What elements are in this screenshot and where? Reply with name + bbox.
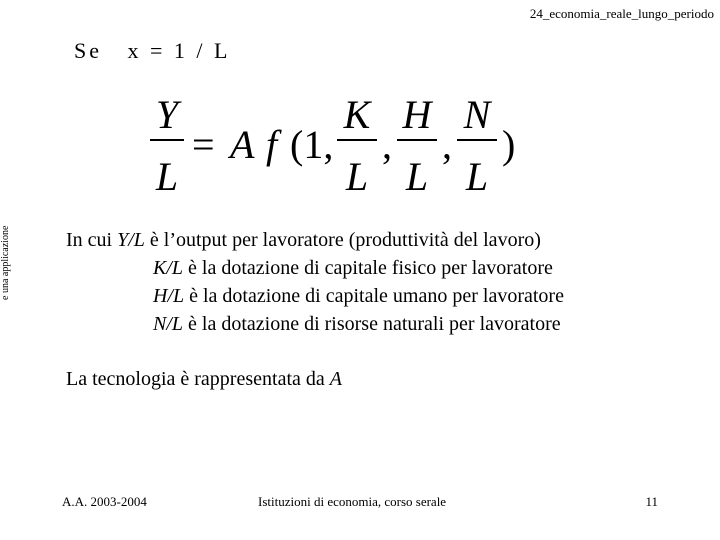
- formula-lhs-denominator: L: [155, 154, 179, 199]
- slide-heading: Se x = 1 / L: [74, 38, 231, 63]
- definitions-block: [66, 226, 564, 338]
- formula-h-denominator: L: [405, 154, 429, 199]
- definition-variable: Y/L: [117, 229, 145, 251]
- formula-h-numerator: H: [402, 92, 432, 137]
- definition-text: è l’output per lavoratore (produttività del lavoro): [144, 229, 541, 251]
- definition-line: [66, 310, 564, 338]
- definition-text: è la dotazione di capitale umano per lavoratore: [184, 285, 564, 307]
- definition-line: [66, 254, 564, 282]
- footer-academic-year: A.A. 2003-2004: [62, 494, 147, 509]
- formula-comma-2: ,: [442, 122, 452, 167]
- definition-text: è la dotazione di risorse naturali per lavoratore: [183, 313, 561, 335]
- formula-k-numerator: K: [343, 92, 371, 137]
- formula-function: f: [266, 122, 278, 167]
- formula-n-denominator: L: [465, 154, 489, 199]
- definition-text: è la dotazione di capitale fisico per lavoratore: [183, 257, 553, 279]
- formula-open: (1,: [290, 122, 334, 167]
- formula-comma-1: ,: [382, 122, 392, 167]
- definition-variable: H/L: [153, 285, 185, 307]
- formula-equals: =: [192, 122, 215, 167]
- technology-variable: A: [329, 368, 342, 390]
- technology-line: [66, 368, 342, 391]
- footer-page-number: 11: [645, 494, 658, 509]
- definition-prefix: In cui: [66, 229, 118, 251]
- definition-line: [66, 282, 564, 310]
- formula-close: ): [502, 122, 516, 167]
- formula-n-numerator: N: [463, 92, 491, 137]
- formula: [140, 92, 540, 202]
- header-filename: 24_economia_reale_lungo_periodo: [529, 6, 714, 21]
- formula-k-denominator: L: [345, 154, 369, 199]
- definition-variable: N/L: [153, 313, 184, 335]
- definition-variable: K/L: [153, 257, 184, 279]
- definition-line: [66, 226, 564, 254]
- side-label: e una applicazione: [0, 225, 11, 300]
- footer-course: Istituzioni di economia, corso serale: [258, 494, 447, 509]
- technology-text: La tecnologia è rappresentata da: [66, 368, 330, 390]
- formula-lhs-numerator: Y: [155, 92, 179, 137]
- formula-coefficient: A: [230, 122, 255, 167]
